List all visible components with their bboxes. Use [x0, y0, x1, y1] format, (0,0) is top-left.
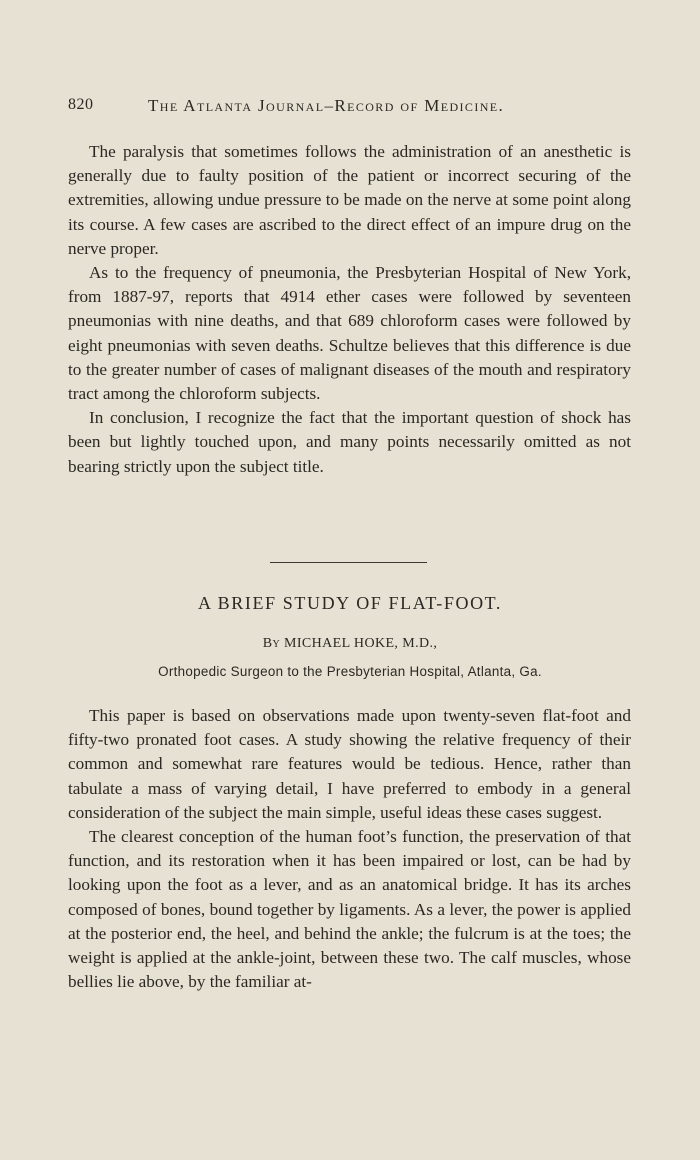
article-title: A BRIEF STUDY OF FLAT-FOOT.: [197, 593, 503, 613]
paragraph: This paper is based on observations made upon twenty-seven flat-foot and fifty-two pronated foot cases. A study showing the relative frequency of their common and somewhat rare features would be tedious. Hence, rather than tabulate a mass of varying detail, I have preferred to embody in a general consideration of the subject the main simple, useful ideas these cases suggest.: [68, 706, 631, 822]
paragraph: As to the frequency of pneumonia, the Presbyterian Hospital of New York, from 1887-97, reports that 4914 ether cases were followed by seventeen pneumonias with nine deaths, and that 689 chloroform cases were followed by eight pneumonias with seven deaths. Schultze believes that this difference is due to the greater number of cases of malignant diseases of the mouth and respiratory tract among the chloroform subjects.: [68, 263, 631, 404]
byline: [0, 636, 700, 652]
author-affiliation: Orthopedic Surgeon to the Presbyterian Hospital, Atlanta, Ga.: [158, 664, 542, 679]
paragraph: In conclusion, I recognize the fact that the important question of shock has been but lightly touched upon, and many points necessarily omitted as not bearing strictly upon the subject title.: [68, 408, 631, 476]
previous-article-conclusion: [68, 140, 631, 479]
page-number: 820: [68, 96, 94, 113]
article-body: [68, 704, 631, 994]
running-title: The Atlanta Journal–Record of Medicine.: [148, 96, 505, 115]
author-name: MICHAEL HOKE, M.D.,: [283, 636, 438, 651]
paragraph: The clearest conception of the human foot’s function, the preservation of that function, and its restoration when it has been impaired or lost, can be had by looking upon the foot as a lever, and as an anatomical bridge. It has its arches composed of bones, bound together by ligaments. As a lever, the power is applied at the posterior end, the heel, and behind the ankle; the fulcrum is at the toes; the weight is applied at the ankle-joint, between these two. The calf muscles, whose bellies lie above, by the familiar at-: [68, 827, 631, 992]
byline-prefix: By: [262, 636, 281, 651]
section-divider: [270, 562, 427, 563]
paragraph: The paralysis that sometimes follows the administration of an anesthetic is generally due to faulty position of the patient or incorrect securing of the extremities, allowing undue pressure to be made on the nerve at some point along its course. A few cases are ascribed to the direct effect of an impure drug on the nerve proper.: [68, 142, 631, 258]
